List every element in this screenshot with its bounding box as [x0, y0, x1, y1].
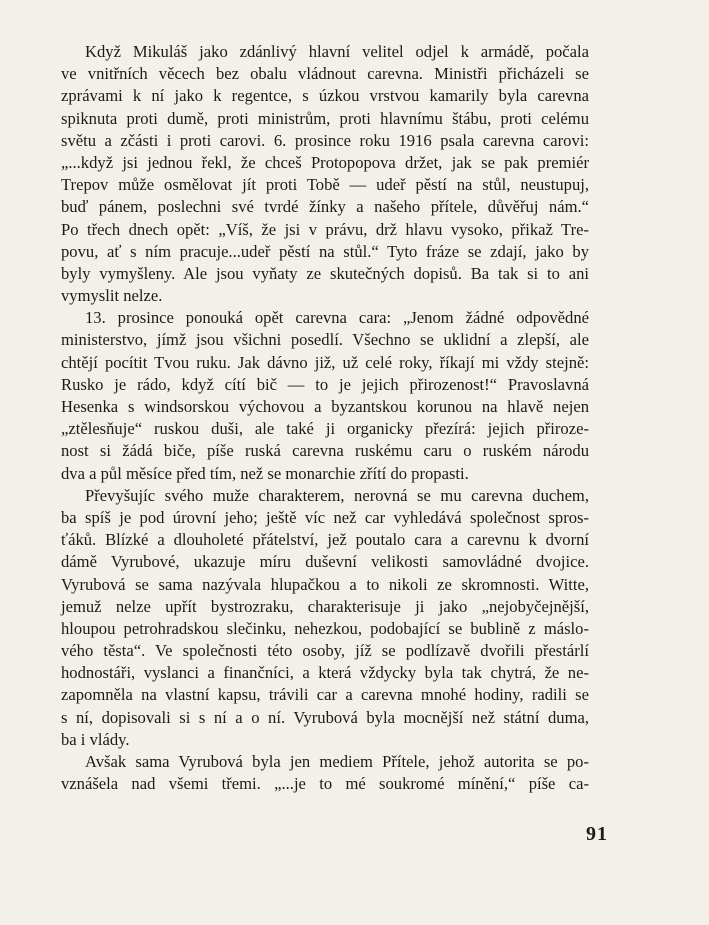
text-line: nost si žádá biče, píše ruská carevna ruskému caru o ruském národu	[61, 441, 589, 461]
text-line: vého těsta“. Ve společnosti této osoby, jíž se podlízavě dvořili přestárlí	[61, 641, 589, 661]
text-line: byly vymyšleny. Ale jsou vyňaty ze skutečných dopisů. Ba tak si to ani	[61, 263, 589, 283]
text-line: Trepov může osmělovat jít proti Tobě — udeř pěstí na stůl, neustupuj,	[61, 175, 589, 195]
text-line: jemuž nelze upřít bystrozraku, charakterisuje ji jako „nejobyčejnější,	[61, 596, 589, 616]
text-line: ve vnitřních věcech bez obalu vládnout carevna. Ministři přicházeli se	[61, 64, 589, 84]
body-text	[61, 41, 589, 795]
text-line: „...když jsi jednou řekl, že chceš Protopopova držet, jak se pak premiér	[61, 152, 589, 172]
text-line: hloupou petrohradskou slečinku, nehezkou, podobající se bublině z máslo-	[61, 618, 589, 638]
text-line: světu a zčásti i proti carovi. 6. prosince roku 1916 psala carevna carovi:	[61, 130, 589, 150]
text-line: „ztělesňuje“ ruskou duši, ale také ji organicky přezírá: jejich přiroze-	[61, 419, 589, 439]
text-line: zapomněla na vlastní kapsu, trávili car a carevna mnohé hodiny, radili se	[61, 685, 589, 705]
text-line: hodnostáři, vyslanci a finančníci, a která vždycky byla tak chytrá, že ne-	[61, 663, 589, 683]
page-number: 91	[586, 823, 608, 845]
text-line: chtějí pocítit Tvou ruku. Jak dávno již, už celé roky, říkají mi vždy stejně:	[61, 352, 589, 372]
text-line: vymyslit nelze.	[61, 286, 163, 306]
text-line: Rusko je rádo, když cítí bič — to je jejich přirozenost!“ Pravoslavná	[61, 374, 589, 394]
text-line: Avšak sama Vyrubová byla jen mediem Přítele, jehož autorita se po-	[85, 752, 589, 771]
text-line: ba spíš je pod úrovní jeho; ještě víc než car vyhledává společnost spros-	[61, 507, 589, 527]
text-line: ba i vlády.	[61, 729, 130, 749]
text-line: dámě Vyrubové, ukazuje míru duševní velikosti samovládné dvojice.	[61, 552, 589, 572]
text-line: spiknuta proti dumě, proti ministrům, proti hlavnímu štábu, proti celému	[61, 108, 589, 128]
text-line: zprávami k ní jako k regentce, s úzkou vrstvou kamarily byla carevna	[61, 86, 589, 106]
text-line: Převyšujíc svého muže charakterem, nerovná se mu carevna duchem,	[85, 485, 589, 505]
text-line: Hesenka s windsorskou výchovou a byzantskou korunou na hlavě nejen	[61, 397, 589, 416]
text-line: vznášela nad všemi třemi. „...je to mé soukromé mínění,“ píše ca-	[61, 774, 589, 794]
text-line: Vyrubová se sama nazývala hlupačkou a to nikoli ze skromnosti. Witte,	[61, 574, 589, 594]
text-line: povu, ať s ním pracuje...udeř pěstí na stůl.“ Tyto fráze se zdají, jako by	[61, 241, 589, 261]
text-line: 13. prosince ponouká opět carevna cara: „Jenom žádné odpovědné	[85, 308, 589, 328]
text-line: ťáků. Blízké a dlouholeté přátelství, jež poutalo cara a carevnu k dvorní	[61, 530, 589, 550]
text-line: dva a půl měsíce před tím, než se monarchie zřítí do propasti.	[61, 463, 469, 483]
text-line: buď pánem, poslechni své tvrdé žínky a našeho přítele, důvěřuj nám.“	[61, 197, 589, 217]
text-line: ministerstvo, jímž jsou všichni posedlí. Všechno se uklidní a zlepší, ale	[61, 330, 589, 350]
text-line: s ní, dopisovali si s ní a o ní. Vyrubová byla mocnější než státní duma,	[61, 707, 589, 727]
text-line: Po třech dnech opět: „Víš, že jsi v právu, drž hlavu vysoko, přikaž Tre-	[61, 219, 589, 239]
text-line: Když Mikuláš jako zdánlivý hlavní velitel odjel k armádě, počala	[85, 42, 589, 61]
